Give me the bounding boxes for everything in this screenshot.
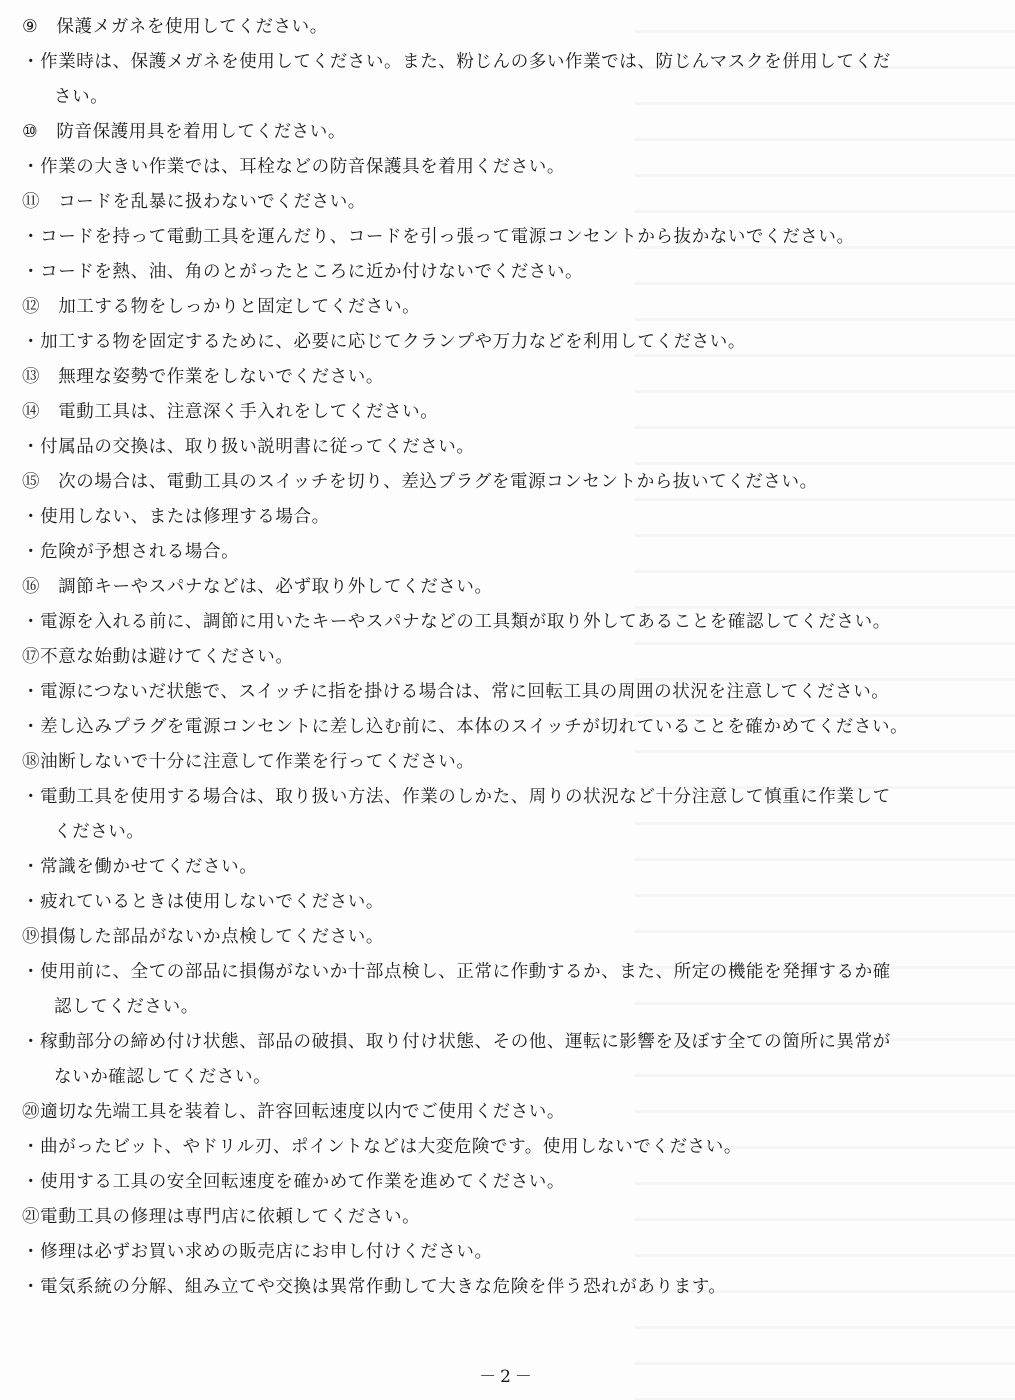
item-18-bullet-1: ・電動工具を使用する場合は、取り扱い方法、作業のしかた、周りの状況など十分注意して慎重に作業して <box>22 787 891 807</box>
item-9-heading: ⑨ 保護メガネを使用してください。 <box>22 17 328 37</box>
item-21-heading: ㉑電動工具の修理は専門店に依頼してください。 <box>22 1207 421 1227</box>
item-11-bullet-1: ・コードを持って電動工具を運んだり、コードを引っ張って電源コンセントから抜かないでください。 <box>22 227 855 247</box>
item-10-bullet-1: ・作業の大きい作業では、耳栓などの防音保護具を着用ください。 <box>22 157 565 177</box>
item-10-heading: ⑩ 防音保護用具を着用してください。 <box>22 122 346 142</box>
item-18-bullet-1-continued: ください。 <box>54 822 145 842</box>
item-15-bullet-1: ・使用しない、または修理する場合。 <box>22 507 330 527</box>
item-12-heading: ⑫ 加工する物をしっかりと固定してください。 <box>22 297 421 317</box>
item-17-bullet-2: ・差し込みプラグを電源コンセントに差し込む前に、本体のスイッチが切れていることを確かめてください。 <box>22 717 909 737</box>
item-14-bullet-1: ・付属品の交換は、取り扱い説明書に従ってください。 <box>22 437 475 457</box>
item-9-bullet-1: ・作業時は、保護メガネを使用してください。また、粉じんの多い作業では、防じんマスクを併用してくだ <box>22 52 891 72</box>
item-17-heading: ⑰不意な始動は避けてください。 <box>22 647 294 667</box>
item-15-heading: ⑮ 次の場合は、電動工具のスイッチを切り、差込プラグを電源コンセントから抜いてください。 <box>22 472 818 492</box>
item-18-heading: ⑱油断しないで十分に注意して作業を行ってください。 <box>22 752 475 772</box>
item-19-bullet-2-continued: ないか確認してください。 <box>54 1067 272 1087</box>
item-11-bullet-2: ・コードを熱、油、角のとがったところに近か付けないでください。 <box>22 262 584 282</box>
item-13-heading: ⑬ 無理な姿勢で作業をしないでください。 <box>22 367 384 387</box>
item-21-bullet-1: ・修理は必ずお買い求めの販売店にお申し付けください。 <box>22 1242 493 1262</box>
item-9-bullet-1-continued: さい。 <box>54 87 109 107</box>
item-15-bullet-2: ・危険が予想される場合。 <box>22 542 240 562</box>
item-19-bullet-1: ・使用前に、全ての部品に損傷がないか十部点検し、正常に作動するか、また、所定の機能を発揮するか確 <box>22 962 891 982</box>
item-14-heading: ⑭ 電動工具は、注意深く手入れをしてください。 <box>22 402 439 422</box>
item-20-bullet-2: ・使用する工具の安全回転速度を確かめて作業を進めてください。 <box>22 1172 565 1192</box>
item-16-bullet-1: ・電源を入れる前に、調節に用いたキーやスパナなどの工具類が取り外してあることを確認してください。 <box>22 612 891 632</box>
item-18-bullet-2: ・常識を働かせてください。 <box>22 857 258 877</box>
page-number: －2－ <box>479 1367 536 1387</box>
item-17-bullet-1: ・電源につないだ状態で、スイッチに指を掛ける場合は、常に回転工具の周囲の状況を注意してください。 <box>22 682 890 702</box>
item-19-heading: ⑲損傷した部品がないか点検してください。 <box>22 927 384 947</box>
item-19-bullet-1-continued: 認してください。 <box>54 997 199 1017</box>
item-12-bullet-1: ・加工する物を固定するために、必要に応じてクランプや万力などを利用してください。 <box>22 332 746 352</box>
safety-instructions-body <box>22 10 990 1305</box>
item-19-bullet-2: ・稼動部分の締め付け状態、部品の破損、取り付け状態、その他、運転に影響を及ぼす全ての箇所に異常が <box>22 1032 891 1052</box>
item-20-heading: ⑳適切な先端工具を装着し、許容回転速度以内でご使用ください。 <box>22 1102 565 1122</box>
item-20-bullet-1: ・曲がったビット、やドリル刃、ポイントなどは大変危険です。使用しないでください。 <box>22 1137 742 1157</box>
item-16-heading: ⑯ 調節キーやスパナなどは、必ず取り外してください。 <box>22 577 493 597</box>
item-11-heading: ⑪ コードを乱暴に扱わないでください。 <box>22 192 366 212</box>
item-18-bullet-3: ・疲れているときは使用しないでください。 <box>22 892 384 912</box>
item-21-bullet-2: ・電気系統の分解、組み立てや交換は異常作動して大きな危険を伴う恐れがあります。 <box>22 1277 727 1297</box>
